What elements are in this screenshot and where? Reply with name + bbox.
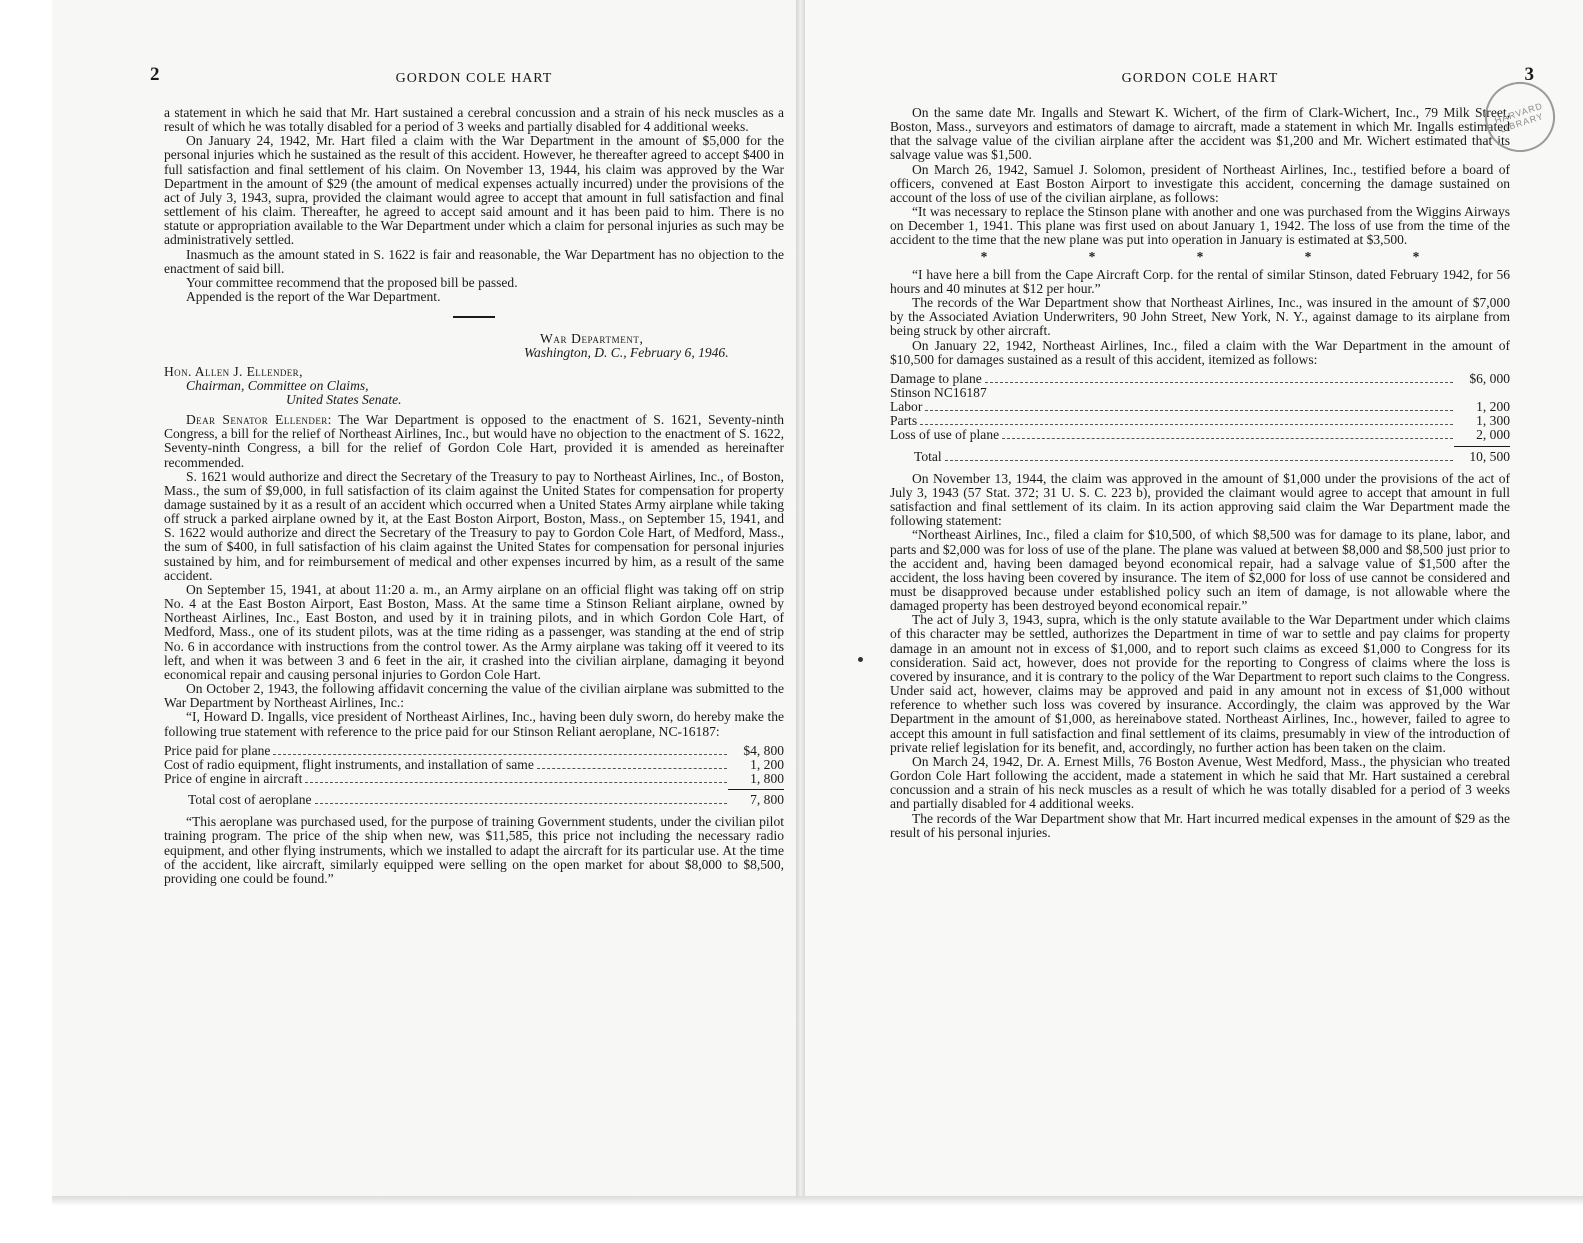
letterhead-date: Washington, D. C., February 6, 1946. bbox=[524, 345, 729, 361]
row-label: Cost of radio equipment, flight instruments, and installation of same bbox=[164, 756, 534, 772]
left-paragraph-5: Appended is the report of the War Department. bbox=[186, 289, 441, 305]
total-rule bbox=[728, 789, 784, 790]
total-value: 10, 500 bbox=[1469, 448, 1510, 464]
right-paragraph-9: The act of July 3, 1943, supra, which is the only statute available to the War Department under which claims of this character may be settled, authorizes the Department in time of war to settle and pay claims for property damage in an amount not in excess of $1,000, and to report such claims as exceed $1,000 to Congress for its consideration. Said act, however, does not provide for the reporting to Congress of claims where the loss is covered by insurance, and it is contrary to the policy of the War Department to report such claims to the Congress. Under said act, however, claims may be approved and paid in any amount not in excess of $1,000 without reference to whether such loss was covered by insurance. Accordingly, the claim was approved by the War Department in the amount of $1,000, as hereinabove stated. Northeast Airlines, Inc., however, failed to agree to accept this amount in full satisfaction and final settlement of its claims, presumably in view of the introduction of private relief legislation for its benefit, and, accordingly, no further action has been taken on the claim. bbox=[890, 612, 1510, 755]
left-paragraph-6-text: The War Department is opposed to the enactment of S. 1621, Seventy-ninth Congress, a bill for the relief of Northeast Airlines, Inc., but would have no objection to the enactment of S. 1622, Seventy-ninth Congress, a bill for the relief of Gordon Cole Hart, provided it is amended as hereinafter recommended. bbox=[164, 412, 784, 470]
right-paragraph-10: On March 24, 1942, Dr. A. Ernest Mills, 76 Boston Avenue, West Medford, Mass., the physician who treated Gordon Cole Hart following the accident, made a statement in which he said that Mr. Hart sustained a cerebral concussion and a strain of his neck muscles as a result of which he was totally disabled for a period of 3 weeks and partially disabled for 4 additional weeks. bbox=[890, 753, 1510, 812]
table-row bbox=[164, 744, 784, 758]
star: * bbox=[1088, 248, 1096, 264]
row-label: Parts bbox=[890, 413, 918, 429]
page-bottom-shadow bbox=[52, 1196, 1583, 1206]
table-row bbox=[890, 414, 1510, 428]
leader-dots bbox=[920, 424, 1453, 425]
row-label: Labor bbox=[890, 399, 923, 415]
leader-dots bbox=[537, 768, 727, 769]
left-running-title: GORDON COLE HART bbox=[395, 71, 553, 86]
addressee-title: Chairman, Committee on Claims, bbox=[186, 377, 369, 393]
right-paragraph-11: The records of the War Department show that Mr. Hart incurred medical expenses in the amount of $29 as the result of his personal injuries. bbox=[890, 810, 1510, 840]
total-value: 7, 800 bbox=[750, 792, 784, 808]
left-paragraph-1: a statement in which he said that Mr. Hart sustained a cerebral concussion and a strain of his neck muscles as a result of which he was totally disabled for a period of 3 weeks and partially disabled for 4 additional weeks. bbox=[164, 105, 784, 135]
right-running-title: GORDON COLE HART bbox=[1121, 71, 1279, 86]
aeroplane-cost-table bbox=[164, 744, 784, 808]
stamp-text: HARVARD LIBRARY bbox=[1493, 100, 1545, 135]
left-paragraph-2: On January 24, 1942, Mr. Hart filed a claim with the War Department in the amount of $5,000 for the personal injuries which he sustained as the result of this accident. However, he thereafter agreed to accept $400 in full satisfaction and final settlement of his claim. On November 13, 1944, his claim was approved by the War Department in the amount of $29 (the amount of medical expenses actually incurred) under the provisions of the act of July 3, 1943, supra, provided the claimant would agree to accept that amount in full satisfaction and final settlement of his claim. Thereafter, he agreed to accept said amount and it has been paid to him. There is no statute or appropriation available to the War Department under which a claim for personal injuries as such may be administratively settled. bbox=[164, 133, 784, 248]
star: * bbox=[1304, 248, 1312, 264]
star: * bbox=[1412, 248, 1420, 264]
right-running-head bbox=[890, 64, 1534, 94]
row-label: Stinson NC16187 bbox=[890, 384, 987, 400]
total-label: Total cost of aeroplane bbox=[188, 792, 312, 808]
letterhead bbox=[504, 332, 784, 360]
letterhead-org: War Department, bbox=[540, 331, 644, 347]
right-paragraph-6: On January 22, 1942, Northeast Airlines, Inc., filed a claim with the War Department in the amount of $10,500 for damages sustained as a result of this accident, itemized as follows: bbox=[890, 337, 1510, 367]
table-row bbox=[164, 772, 784, 786]
left-paragraph-9: On October 2, 1943, the following affidavit concerning the value of the civilian airplane was submitted to the War Department by Northeast Airlines, Inc.: bbox=[164, 681, 784, 711]
salutation: Dear Senator Ellender: bbox=[186, 412, 332, 428]
addressee-body: United States Senate. bbox=[286, 391, 402, 407]
row-label: Damage to plane bbox=[890, 370, 982, 386]
star: * bbox=[1196, 248, 1204, 264]
addressee-name: Hon. Allen J. Ellender, bbox=[164, 363, 303, 379]
right-page bbox=[805, 0, 1583, 1200]
right-paragraph-3: “It was necessary to replace the Stinson plane with another and one was purchased from the Wiggins Airways on December 1, 1941. This plane was first used on about January 1, 1942. The loss of use from the time of the accident to the time that the new plane was put into operation in January is estimated at $3,500. bbox=[890, 204, 1510, 248]
right-paragraph-4: “I have here a bill from the Cape Aircraft Corp. for the rental of similar Stinson, dated February 1942, for 56 hours and 40 minutes at $12 per hour.” bbox=[890, 266, 1510, 296]
total-label: Total bbox=[914, 448, 942, 464]
left-paragraph-8: On September 15, 1941, at about 11:20 a. m., an Army airplane on an official flight was taking off on strip No. 4 at the East Boston Airport, East Boston, Mass. At the same time a Stinson Reliant airplane, owned by Northeast Airlines, Inc., East Boston, and used by it in training pilots, and in which Gordon Cole Hart, of Medford, Mass., one of its student pilots, was at the time riding as a passenger, was standing at the end of strip No. 6 in accordance with instructions from the control tower. As the Army airplane was taking off it veered to its left, and when it was between 3 and 6 feet in the air, it crashed into the civilian airplane, damaging it beyond economical repair and causing personal injuries to Gordon Cole Hart. bbox=[164, 581, 784, 682]
table-row bbox=[890, 372, 1510, 386]
leader-dots bbox=[945, 460, 1453, 461]
left-running-head bbox=[150, 64, 784, 94]
left-paragraph-7: S. 1621 would authorize and direct the Secretary of the Treasury to pay to Northeast Airlines, Inc., of Boston, Mass., the sum of $9,000, in full satisfaction of its claim against the United States for compensation for property damage sustained by it as a result of an accident which occurred when a United States Army airplane while taking off struck a parked airplane owned by it, at the East Boston Airport, Boston, Mass., on September 15, 1941, and S. 1622 would authorize and direct the Secretary of the Treasury to pay to Gordon Cole Hart, of Medford, Mass., the sum of $400, in full satisfaction of his claim against the United States for compensation for personal injuries sustained by him, and for reimbursement of medical and other expenses incurred by him, as a result of the same accident. bbox=[164, 468, 784, 583]
left-page-number: 2 bbox=[150, 64, 160, 85]
row-label: Price paid for plane bbox=[164, 742, 271, 758]
addressee bbox=[164, 365, 784, 407]
row-value: 1, 200 bbox=[1476, 399, 1510, 415]
leader-dots bbox=[305, 782, 727, 783]
left-paragraph-3: Inasmuch as the amount stated in S. 1622 is fair and reasonable, the War Department has no objection to the enactment of said bill. bbox=[164, 246, 784, 276]
right-paragraph-2: On March 26, 1942, Samuel J. Solomon, president of Northeast Airlines, Inc., testified before a board of officers, convened at East Boston Airport to investigate this accident, concerning the damage sustained on account of the loss of use of the civilian airplane, as follows: bbox=[890, 161, 1510, 205]
table-row bbox=[164, 758, 784, 772]
table-total-row bbox=[164, 793, 784, 807]
leader-dots bbox=[985, 382, 1453, 383]
row-value: 1, 800 bbox=[750, 770, 784, 786]
page-gutter bbox=[796, 0, 805, 1200]
total-rule bbox=[1454, 446, 1510, 447]
left-text-column bbox=[150, 64, 784, 886]
table-row bbox=[890, 386, 1510, 400]
left-paragraph-6 bbox=[164, 413, 784, 470]
left-paragraph-11: “This aeroplane was purchased used, for the purpose of training Government students, under the civilian pilot training program. The price of the ship when new, was $11,585, this price not including the necessary radio equipment, and other flying instruments, which we installed to adapt the aircraft for its particular use. At the time of the accident, like aircraft, similarly equipped were selling on the open market for about $8,000 to $8,500, providing one could be found.” bbox=[164, 814, 784, 886]
left-paragraph-10: “I, Howard D. Ingalls, vice president of Northeast Airlines, Inc., having been duly sworn, do hereby make the following true statement with reference to the price paid for our Stinson Reliant aeroplane, NC-16187: bbox=[164, 709, 784, 739]
right-paragraph-1: On the same date Mr. Ingalls and Stewart K. Wichert, of the firm of Clark-Wichert, Inc., 79 Milk Street, Boston, Mass., surveyors and estimators of damage to aircraft, made a statement in which Mr. Ingalls estimated that the salvage value of the civilian airplane after the accident was $1,200 and Mr. Wichert estimated that its salvage value was $1,500. bbox=[890, 105, 1510, 163]
leader-dots bbox=[315, 803, 727, 804]
leader-dots bbox=[273, 754, 727, 755]
damages-claim-table bbox=[890, 372, 1510, 464]
right-page-number: 3 bbox=[1524, 64, 1534, 85]
ellipsis-stars bbox=[890, 248, 1510, 268]
row-value: 1, 200 bbox=[750, 756, 784, 772]
row-value: 2, 000 bbox=[1476, 427, 1510, 443]
margin-dot-icon bbox=[858, 657, 863, 662]
right-paragraph-5: The records of the War Department show that Northeast Airlines, Inc., was insured in the amount of $7,000 by the Associated Aviation Underwriters, 90 John Street, New York, N. Y., against damage to its airplane from being struck by other aircraft. bbox=[890, 295, 1510, 339]
section-separator bbox=[453, 316, 495, 318]
row-label: Price of engine in aircraft bbox=[164, 770, 303, 786]
table-total-row bbox=[890, 450, 1510, 464]
left-page bbox=[52, 0, 796, 1200]
leader-dots bbox=[925, 410, 1453, 411]
star: * bbox=[980, 248, 988, 264]
row-label: Loss of use of plane bbox=[890, 427, 1000, 443]
right-paragraph-7: On November 13, 1944, the claim was approved in the amount of $1,000 under the provisions of the act of July 3, 1943 (57 Stat. 372; 31 U. S. C. 223 b), provided the claimant would agree to accept that amount in full satisfaction and final settlement of its claim. In its action approving said claim the War Department made the following statement: bbox=[890, 470, 1510, 529]
table-row bbox=[890, 400, 1510, 414]
left-paragraph-4: Your committee recommend that the proposed bill be passed. bbox=[186, 274, 518, 290]
row-value: $4, 800 bbox=[743, 742, 784, 758]
right-paragraph-8: “Northeast Airlines, Inc., filed a claim for $10,500, of which $8,500 was for damage to its plane, labor, and parts and $2,000 was for loss of use of the plane. The plane was valued at between $8,000 and $8,500 just prior to the accident and, having been damaged beyond economical repair, had a salvage value of $1,500 after the accident, the loss having been covered by insurance. The item of $2,000 for loss of use cannot be considered and must be disapproved because under established policy such an item of damage, is not allowable where the damaged property has been destroyed beyond economical repair.” bbox=[890, 527, 1510, 614]
row-value: $6, 000 bbox=[1469, 370, 1510, 386]
leader-dots bbox=[1002, 438, 1453, 439]
table-row bbox=[890, 428, 1510, 442]
row-value: 1, 300 bbox=[1476, 413, 1510, 429]
